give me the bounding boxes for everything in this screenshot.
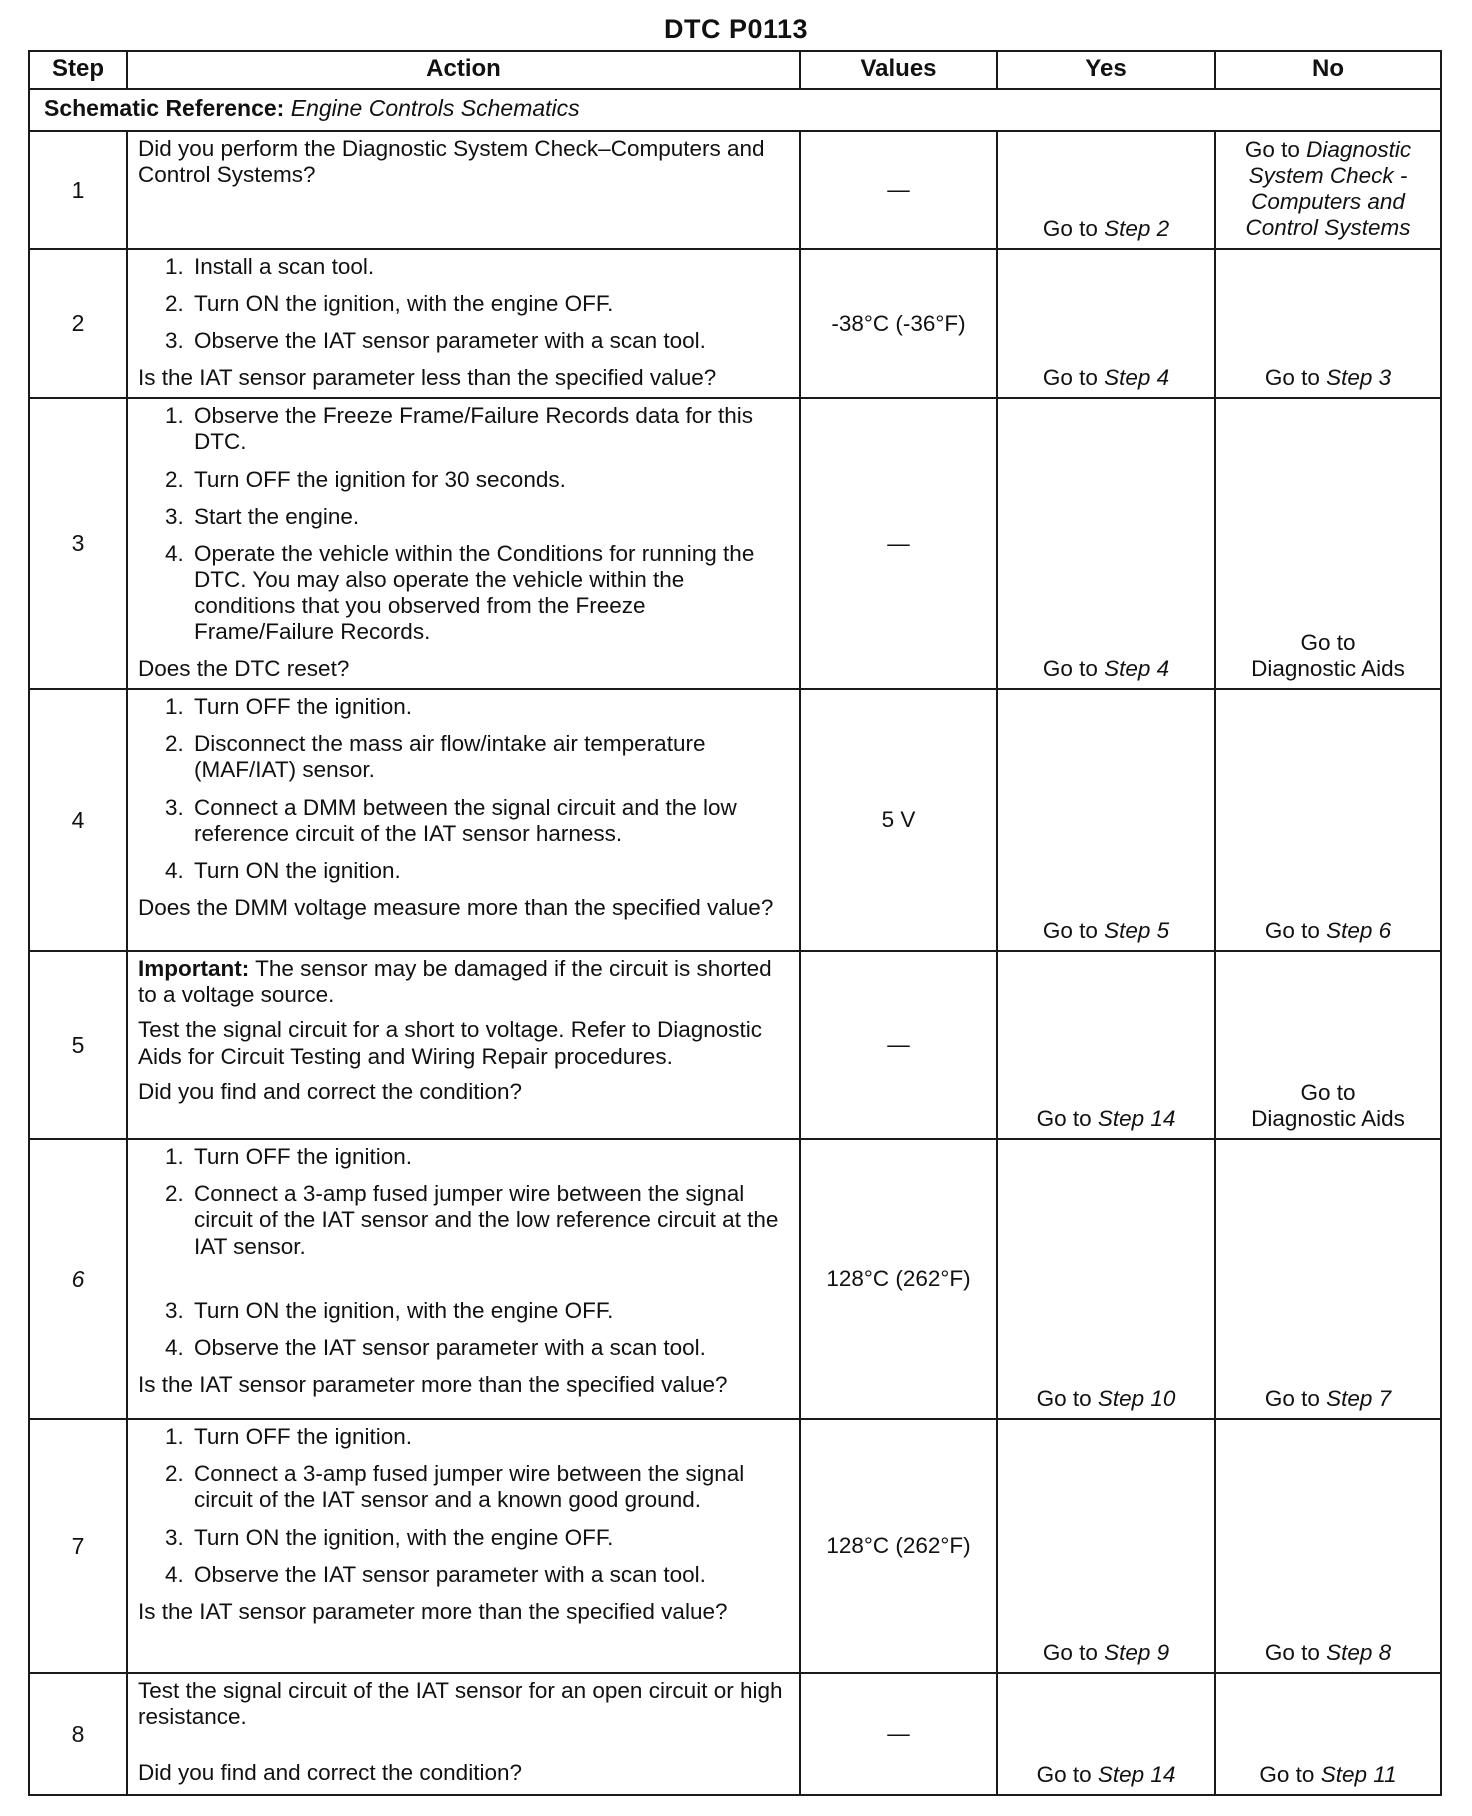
yes-cell: Go to Step 14 bbox=[997, 951, 1215, 1139]
step-number: 5 bbox=[29, 951, 127, 1139]
action-list: 1. Turn OFF the ignition. 2. Connect a 3-amp fused jumper wire between the signal circuit of the IAT sensor and a known good ground. 3. Turn ON the ignition, with the engine OFF. 4. Observe the IAT sensor parameter with a scan tool. bbox=[138, 1424, 791, 1587]
table-row bbox=[29, 951, 1441, 1139]
action-list: 1. Install a scan tool. 2. Turn ON the ignition, with the engine OFF. 3. Observe the IAT sensor parameter with a scan tool. bbox=[138, 254, 791, 354]
table-row bbox=[29, 1673, 1441, 1795]
page-title: DTC P0113 bbox=[663, 14, 809, 44]
step-number: 3 bbox=[29, 398, 127, 689]
value-cell: — bbox=[800, 398, 997, 689]
no-cell: Go to Step 11 bbox=[1215, 1673, 1441, 1795]
action-question: Is the IAT sensor parameter more than the specified value? bbox=[138, 1371, 728, 1397]
important-note: Important: The sensor may be damaged if the circuit is shorted to a voltage source. bbox=[138, 956, 772, 1008]
value-cell: — bbox=[800, 1673, 997, 1795]
header-values: Values bbox=[800, 51, 997, 89]
table-row bbox=[29, 1139, 1441, 1419]
no-cell: Go to Step 8 bbox=[1215, 1419, 1441, 1673]
action-cell bbox=[127, 689, 800, 951]
yes-cell: Go to Step 10 bbox=[997, 1139, 1215, 1419]
value-cell: — bbox=[800, 131, 997, 249]
action-list: 1. Turn OFF the ignition. 2. Disconnect the mass air flow/intake air temperature (MAF/IAT) sensor. 3. Connect a DMM between the signal circuit and the low reference circuit of the IAT sensor harness. 4. Turn ON the ignition. bbox=[138, 694, 791, 884]
action-cell bbox=[127, 249, 800, 398]
value-cell: — bbox=[800, 951, 997, 1139]
diagnostic-table bbox=[28, 50, 1442, 1796]
action-question: Is the IAT sensor parameter more than the specified value? bbox=[138, 1598, 728, 1624]
no-cell: Go to Step 6 bbox=[1215, 689, 1441, 951]
action-question: Does the DMM voltage measure more than the specified value? bbox=[138, 894, 774, 920]
header-step: Step bbox=[29, 51, 127, 89]
header-yes: Yes bbox=[997, 51, 1215, 89]
action-cell bbox=[127, 1419, 800, 1673]
action-cell bbox=[127, 951, 800, 1139]
table-row bbox=[29, 249, 1441, 398]
no-cell: Go to Step 3 bbox=[1215, 249, 1441, 398]
yes-cell: Go to Step 4 bbox=[997, 249, 1215, 398]
action-cell bbox=[127, 398, 800, 689]
step-number: 2 bbox=[29, 249, 127, 398]
value-cell: 128°C (262°F) bbox=[800, 1419, 997, 1673]
action-question: Did you find and correct the condition? bbox=[138, 1760, 522, 1786]
yes-cell: Go to Step 4 bbox=[997, 398, 1215, 689]
value-cell: 128°C (262°F) bbox=[800, 1139, 997, 1419]
table-row bbox=[29, 689, 1441, 951]
header-row bbox=[29, 51, 1441, 89]
no-cell: Go to Diagnostic Aids bbox=[1215, 398, 1441, 689]
no-cell: Go to Diagnostic System Check - Computers and Control Systems bbox=[1215, 131, 1441, 249]
action-list: 1. Observe the Freeze Frame/Failure Records data for this DTC. 2. Turn OFF the ignition for 30 seconds. 3. Start the engine. 4. Operate the vehicle within the Conditions for running the DTC. You may also operate the vehicle within the conditions that you observed from the Freeze Frame/Failure Records. bbox=[138, 403, 791, 645]
value-cell: -38°C (-36°F) bbox=[800, 249, 997, 398]
table-row bbox=[29, 1419, 1441, 1673]
no-cell: Go to Step 7 bbox=[1215, 1139, 1441, 1419]
yes-cell: Go to Step 5 bbox=[997, 689, 1215, 951]
schematic-reference: Schematic Reference: Engine Controls Schematics bbox=[29, 89, 1441, 131]
step-number: 6 bbox=[29, 1139, 127, 1419]
step-number: 8 bbox=[29, 1673, 127, 1795]
step-number: 1 bbox=[29, 131, 127, 249]
table-row bbox=[29, 131, 1441, 249]
yes-cell: Go to Step 2 bbox=[997, 131, 1215, 249]
table-row bbox=[29, 398, 1441, 689]
action-question: Does the DTC reset? bbox=[138, 656, 350, 682]
header-no: No bbox=[1215, 51, 1441, 89]
value-cell: 5 V bbox=[800, 689, 997, 951]
action-cell bbox=[127, 1139, 800, 1419]
action-question: Did you find and correct the condition? bbox=[138, 1078, 522, 1104]
action-text: Test the signal circuit of the IAT sensor for an open circuit or high resistance. bbox=[138, 1678, 783, 1730]
step-number: 4 bbox=[29, 689, 127, 951]
header-action: Action bbox=[127, 51, 800, 89]
action-list: 1. Turn OFF the ignition. 2. Connect a 3-amp fused jumper wire between the signal circuit of the IAT sensor and the low reference circuit at the IAT sensor. 3. Turn ON the ignition, with the engine OFF. 4. Observe the IAT sensor parameter with a scan tool. bbox=[138, 1144, 791, 1361]
schematic-row bbox=[29, 89, 1441, 131]
action-text: Test the signal circuit for a short to voltage. Refer to Diagnostic Aids for Circuit Testing and Wiring Repair procedures. bbox=[138, 1017, 763, 1069]
action-question: Is the IAT sensor parameter less than the specified value? bbox=[138, 365, 717, 391]
action-cell: Did you perform the Diagnostic System Check–Computers and Control Systems? bbox=[127, 131, 800, 249]
step-number: 7 bbox=[29, 1419, 127, 1673]
schematic-link: Engine Controls Schematics bbox=[290, 95, 580, 121]
action-cell bbox=[127, 1673, 800, 1795]
yes-cell: Go to Step 9 bbox=[997, 1419, 1215, 1673]
no-cell: Go to Diagnostic Aids bbox=[1215, 951, 1441, 1139]
yes-cell: Go to Step 14 bbox=[997, 1673, 1215, 1795]
